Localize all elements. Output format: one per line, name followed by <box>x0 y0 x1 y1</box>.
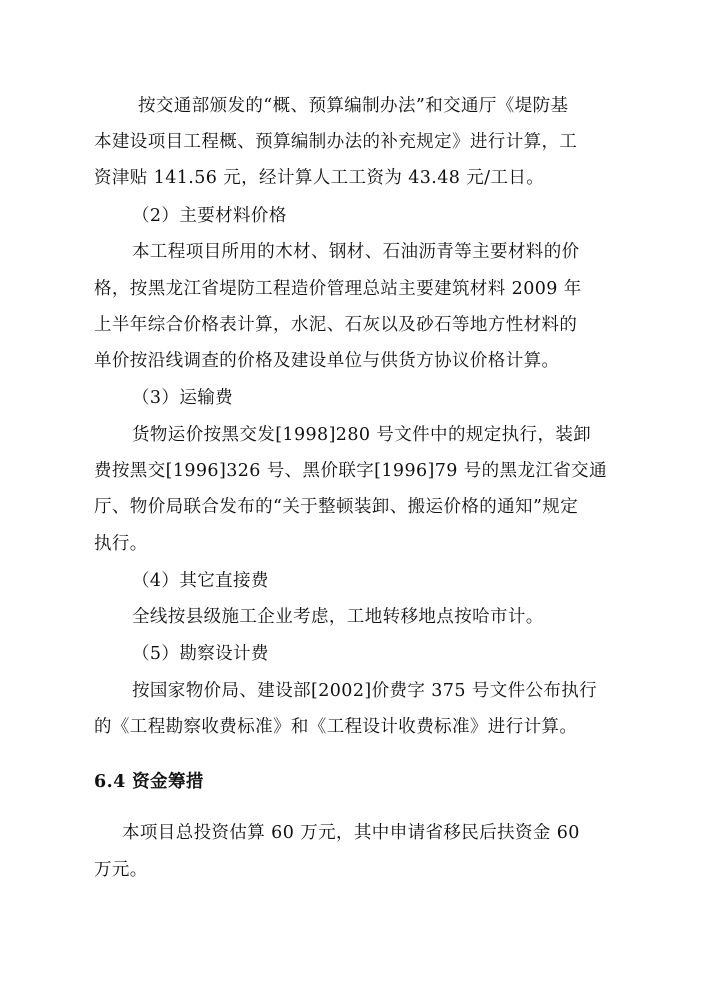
paragraph-line: 格，按黑龙江省堤防工程造价管理总站主要建筑材料 2009 年 <box>94 279 582 299</box>
paragraph-line: 执行。 <box>94 534 148 554</box>
paragraph-line: 上半年综合价格表计算，水泥、石灰以及砂石等地方性材料的 <box>94 315 578 335</box>
paragraph-line: 全线按县级施工企业考虑，工地转移地点按哈市计。 <box>132 607 544 627</box>
subheading-materials: （2）主要材料价格 <box>132 206 287 226</box>
paragraph-line: 本工程项目所用的木材、钢材、石油沥青等主要材料的价 <box>132 242 580 262</box>
paragraph-line: 的《工程勘察收费标准》和《工程设计收费标准》进行计算。 <box>94 717 578 737</box>
paragraph-line: 货物运价按黑交发[1998]280 号文件中的规定执行，装卸 <box>132 425 592 445</box>
paragraph-line: 本建设项目工程概、预算编制办法的补充规定》进行计算，工 <box>94 132 578 152</box>
paragraph-line: 按交通部颁发的“概、预算编制办法”和交通厅《堤防基 <box>138 96 569 116</box>
paragraph-line: 按国家物价局、建设部[2002]价费字 375 号文件公布执行 <box>132 681 598 701</box>
subheading-survey-design: （5）勘察设计费 <box>132 644 269 664</box>
subheading-transport: （3）运输费 <box>132 388 234 408</box>
paragraph-line: 资津贴 141.56 元，经计算人工工资为 43.48 元/工日。 <box>94 168 545 188</box>
paragraph-line: 厅、物价局联合发布的“关于整顿装卸、搬运价格的通知”规定 <box>94 497 579 517</box>
paragraph-line: 费按黑交[1996]326 号、黑价联字[1996]79 号的黑龙江省交通 <box>94 461 607 481</box>
paragraph-line: 本项目总投资估算 60 万元，其中申请省移民后扶资金 60 <box>122 823 580 843</box>
section-heading: 6.4 资金筹措 <box>94 772 204 792</box>
subheading-other-direct: （4）其它直接费 <box>132 571 269 591</box>
paragraph-line: 万元。 <box>94 860 148 880</box>
paragraph-line: 单价按沿线调查的价格及建设单位与供货方协议价格计算。 <box>94 351 560 371</box>
